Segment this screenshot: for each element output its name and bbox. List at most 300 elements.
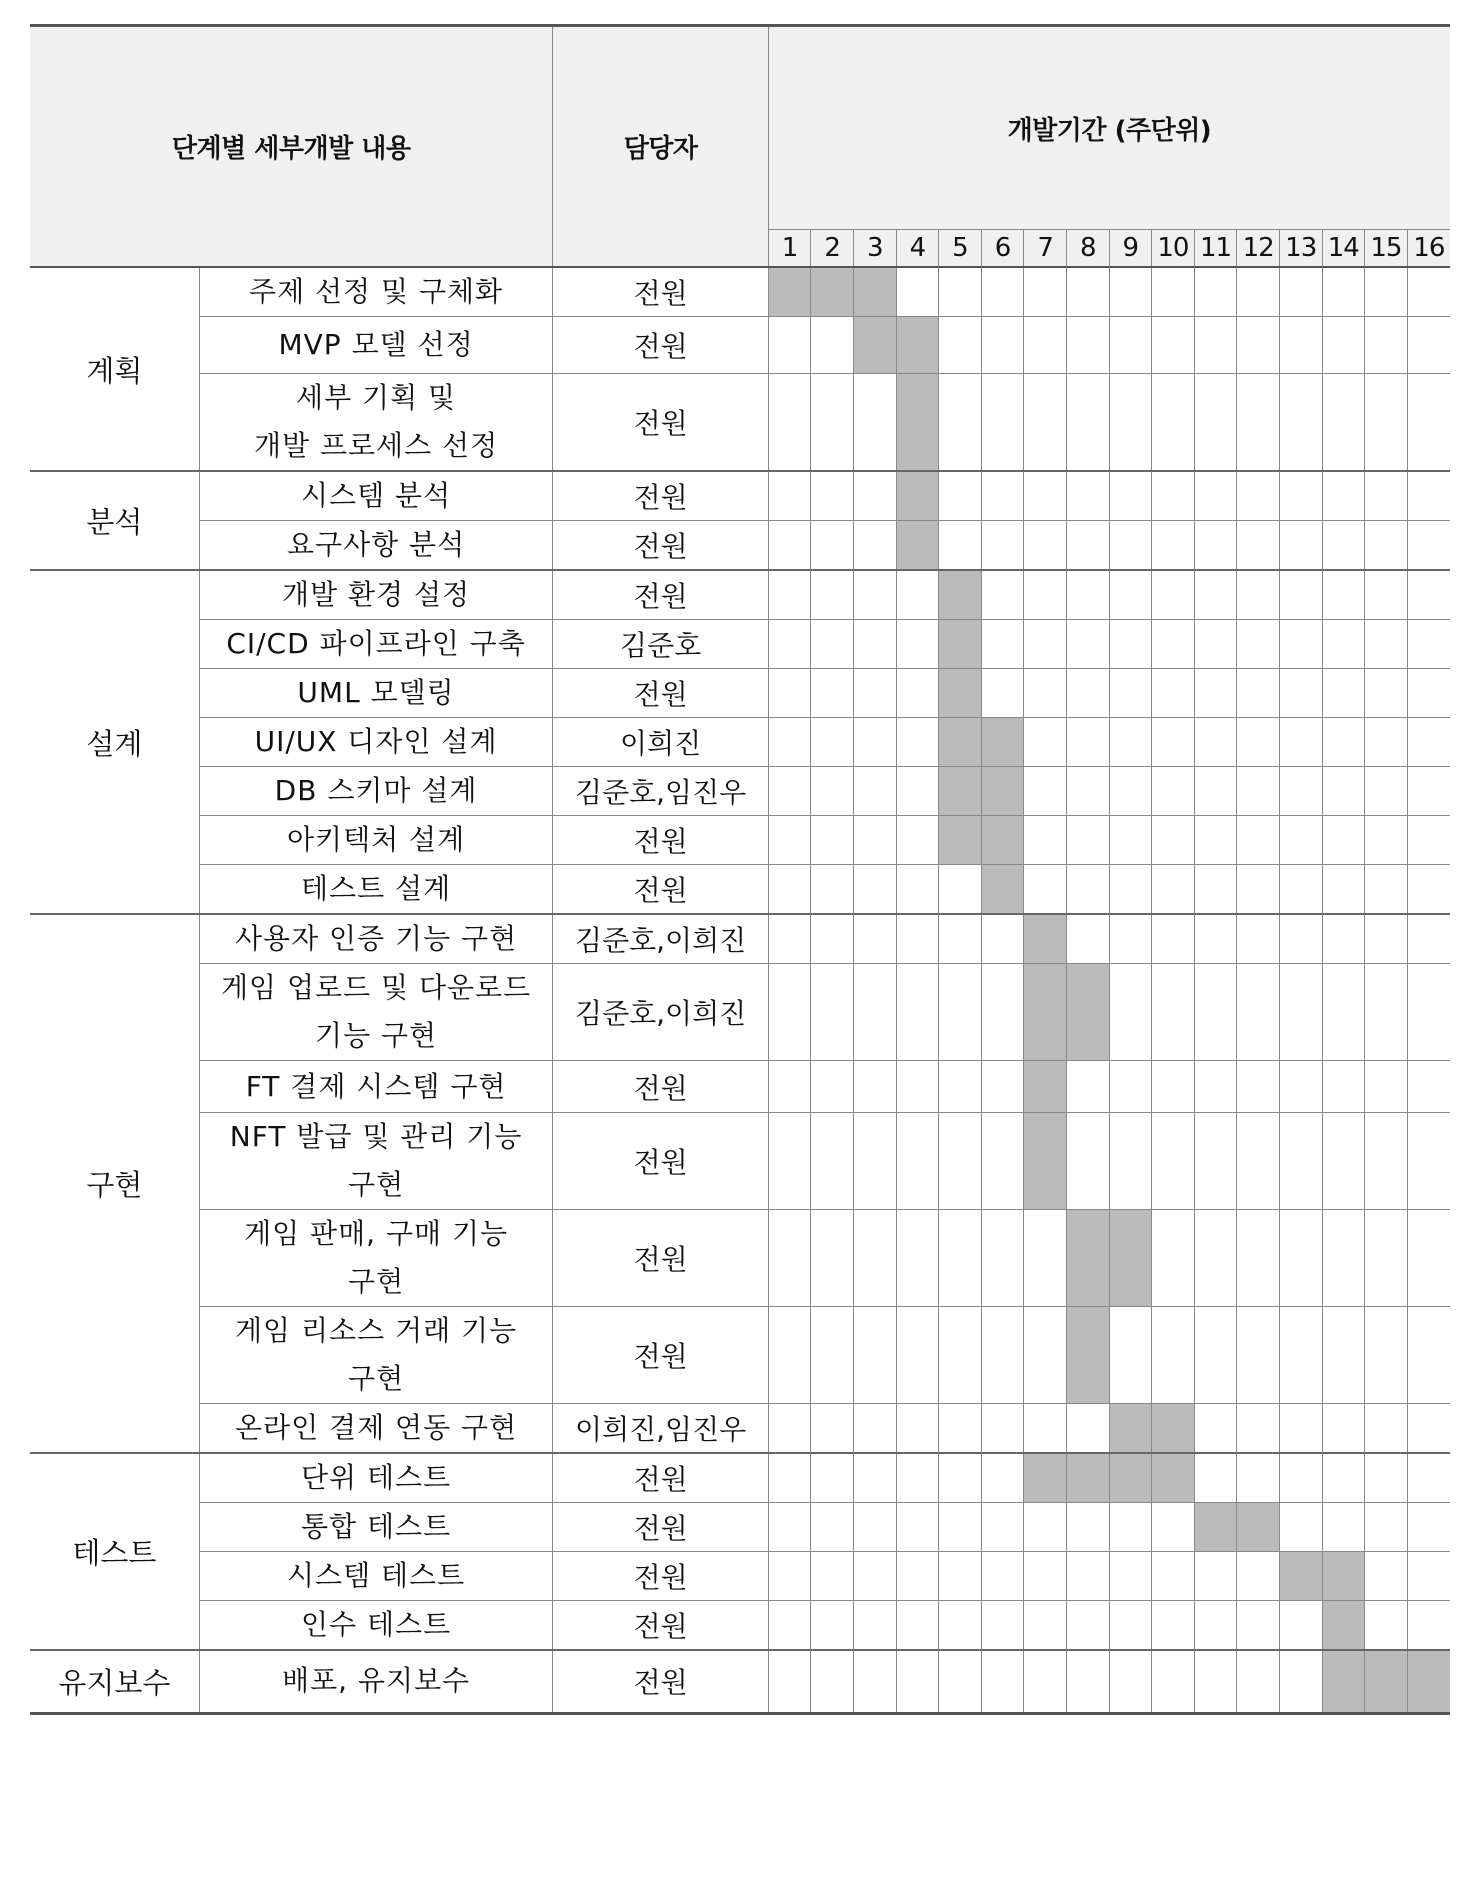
week-cell <box>981 1503 1024 1552</box>
week-cell <box>1066 1650 1109 1713</box>
week-cell <box>811 471 854 521</box>
owner-cell: 전원 <box>553 816 768 865</box>
week-cell <box>1194 570 1237 620</box>
week-cell <box>896 1061 939 1113</box>
week-cell <box>1024 267 1067 317</box>
week-cell <box>1365 964 1408 1061</box>
week-cell <box>1407 865 1450 915</box>
week-cell <box>811 1453 854 1503</box>
week-cell <box>768 317 811 374</box>
week-cell <box>939 865 982 915</box>
week-cell <box>1109 865 1152 915</box>
task-cell: UI/UX 디자인 설계 <box>199 718 553 767</box>
week-cell <box>1194 816 1237 865</box>
week-cell <box>1322 1113 1365 1210</box>
week-cell <box>896 1453 939 1503</box>
task-cell: 통합 테스트 <box>199 1503 553 1552</box>
week-cell-active <box>1109 1453 1152 1503</box>
week-cell-active <box>1066 1307 1109 1404</box>
week-cell <box>1194 374 1237 472</box>
week-cell <box>1024 669 1067 718</box>
week-cell <box>1322 816 1365 865</box>
week-cell <box>896 767 939 816</box>
week-number-header: 5 <box>939 230 982 268</box>
owner-cell: 전원 <box>553 1113 768 1210</box>
week-cell <box>1322 374 1365 472</box>
week-cell-active <box>1109 1210 1152 1307</box>
week-cell-active <box>981 865 1024 915</box>
week-cell <box>1194 317 1237 374</box>
week-cell <box>853 914 896 964</box>
week-cell <box>1024 521 1067 571</box>
week-cell <box>981 1552 1024 1601</box>
week-cell <box>981 521 1024 571</box>
task-cell: 배포, 유지보수 <box>199 1650 553 1713</box>
week-cell <box>853 374 896 472</box>
week-cell <box>1365 914 1408 964</box>
week-cell <box>1365 1404 1408 1454</box>
week-cell <box>1024 767 1067 816</box>
week-cell <box>1322 964 1365 1061</box>
week-cell-active <box>896 374 939 472</box>
week-cell <box>1152 1601 1195 1651</box>
week-cell <box>1279 374 1322 472</box>
week-cell <box>1365 317 1408 374</box>
week-cell <box>1024 1503 1067 1552</box>
week-cell-active <box>939 570 982 620</box>
owner-cell: 전원 <box>553 374 768 472</box>
task-column-header: 단계별 세부개발 내용 <box>30 26 553 268</box>
week-cell <box>896 816 939 865</box>
week-cell <box>1407 1061 1450 1113</box>
week-cell-active <box>1365 1650 1408 1713</box>
owner-cell: 전원 <box>553 1503 768 1552</box>
week-cell <box>1066 816 1109 865</box>
week-cell <box>1322 767 1365 816</box>
week-cell <box>981 267 1024 317</box>
week-cell <box>939 1552 982 1601</box>
week-cell <box>1152 1307 1195 1404</box>
week-cell <box>811 620 854 669</box>
week-cell <box>939 1650 982 1713</box>
week-cell <box>1194 718 1237 767</box>
week-cell <box>1322 1404 1365 1454</box>
week-cell <box>1279 1307 1322 1404</box>
week-cell <box>811 1404 854 1454</box>
week-cell <box>768 816 811 865</box>
week-cell <box>1152 669 1195 718</box>
owner-cell: 전원 <box>553 1210 768 1307</box>
task-cell: 세부 기획 및 개발 프로세스 선정 <box>199 374 553 472</box>
week-cell-active <box>981 816 1024 865</box>
week-cell <box>768 1061 811 1113</box>
week-number-header: 9 <box>1109 230 1152 268</box>
week-cell <box>1237 964 1280 1061</box>
week-cell <box>1024 620 1067 669</box>
week-cell <box>1152 1061 1195 1113</box>
week-cell <box>939 374 982 472</box>
table-row <box>30 1503 1450 1552</box>
week-number-header: 6 <box>981 230 1024 268</box>
week-cell <box>853 570 896 620</box>
task-cell: UML 모델링 <box>199 669 553 718</box>
week-cell <box>1365 865 1408 915</box>
week-cell <box>768 865 811 915</box>
week-cell <box>768 1453 811 1503</box>
week-cell-active <box>1066 1453 1109 1503</box>
week-cell <box>853 1552 896 1601</box>
week-cell <box>1365 816 1408 865</box>
week-cell <box>1279 1650 1322 1713</box>
week-cell-active <box>939 767 982 816</box>
week-cell <box>811 1061 854 1113</box>
week-cell-active <box>896 317 939 374</box>
week-cell <box>1322 1503 1365 1552</box>
week-cell <box>853 865 896 915</box>
week-number-header: 13 <box>1279 230 1322 268</box>
week-cell <box>1407 816 1450 865</box>
week-cell-active <box>1066 964 1109 1061</box>
week-cell <box>1024 317 1067 374</box>
week-cell <box>768 718 811 767</box>
week-cell <box>1237 1210 1280 1307</box>
week-cell <box>853 1061 896 1113</box>
week-cell <box>1322 1453 1365 1503</box>
task-cell: 게임 리소스 거래 기능 구현 <box>199 1307 553 1404</box>
week-cell <box>1237 816 1280 865</box>
week-cell <box>1407 1552 1450 1601</box>
week-cell <box>1152 317 1195 374</box>
table-row <box>30 865 1450 915</box>
week-cell <box>1024 816 1067 865</box>
week-cell <box>1152 521 1195 571</box>
week-cell <box>768 914 811 964</box>
week-cell-active <box>981 767 1024 816</box>
week-cell <box>768 767 811 816</box>
week-cell <box>1407 317 1450 374</box>
owner-cell: 이희진 <box>553 718 768 767</box>
week-cell <box>853 471 896 521</box>
week-cell-active <box>939 718 982 767</box>
owner-cell: 전원 <box>553 1307 768 1404</box>
week-cell <box>1237 865 1280 915</box>
week-cell <box>1066 767 1109 816</box>
week-cell <box>1194 1552 1237 1601</box>
week-cell <box>1066 1061 1109 1113</box>
week-cell <box>811 1650 854 1713</box>
week-cell-active <box>939 816 982 865</box>
task-cell: NFT 발급 및 관리 기능 구현 <box>199 1113 553 1210</box>
week-cell <box>853 620 896 669</box>
owner-cell: 전원 <box>553 570 768 620</box>
week-cell-active <box>1024 1061 1067 1113</box>
week-cell <box>1365 570 1408 620</box>
week-cell-active <box>1024 1453 1067 1503</box>
week-cell <box>1407 767 1450 816</box>
week-cell <box>1322 570 1365 620</box>
week-cell <box>1152 914 1195 964</box>
week-cell <box>1194 1650 1237 1713</box>
week-cell-active <box>1066 1210 1109 1307</box>
week-cell <box>1194 964 1237 1061</box>
week-cell <box>1237 1113 1280 1210</box>
week-cell <box>853 1601 896 1651</box>
week-cell <box>811 816 854 865</box>
week-number-header: 8 <box>1066 230 1109 268</box>
week-cell <box>1407 964 1450 1061</box>
owner-cell: 전원 <box>553 521 768 571</box>
table-row <box>30 374 1450 472</box>
week-cell <box>1279 914 1322 964</box>
week-cell <box>1237 317 1280 374</box>
week-cell <box>1237 1061 1280 1113</box>
week-cell <box>1407 374 1450 472</box>
week-cell <box>1279 620 1322 669</box>
week-cell <box>811 1307 854 1404</box>
week-cell <box>1322 521 1365 571</box>
week-cell <box>1109 317 1152 374</box>
week-cell <box>1152 620 1195 669</box>
week-cell <box>1279 816 1322 865</box>
week-cell-active <box>811 267 854 317</box>
week-cell <box>811 964 854 1061</box>
week-cell <box>1407 1404 1450 1454</box>
table-row <box>30 570 1450 620</box>
week-cell <box>1279 570 1322 620</box>
task-cell: 시스템 분석 <box>199 471 553 521</box>
week-cell <box>1365 620 1408 669</box>
week-cell <box>1407 620 1450 669</box>
week-cell-active <box>1152 1404 1195 1454</box>
table-row <box>30 816 1450 865</box>
week-cell <box>1194 471 1237 521</box>
week-cell <box>1237 914 1280 964</box>
week-cell <box>1152 374 1195 472</box>
week-cell <box>939 1453 982 1503</box>
week-number-header: 3 <box>853 230 896 268</box>
week-cell <box>1407 1113 1450 1210</box>
week-cell <box>1279 1453 1322 1503</box>
gantt-table <box>30 24 1450 1715</box>
week-cell <box>981 669 1024 718</box>
week-cell <box>896 267 939 317</box>
week-cell <box>1109 1552 1152 1601</box>
week-cell <box>811 1503 854 1552</box>
week-cell-active <box>1322 1601 1365 1651</box>
week-cell <box>1279 1113 1322 1210</box>
week-cell <box>1237 620 1280 669</box>
week-cell <box>1194 1453 1237 1503</box>
week-cell-active <box>1152 1453 1195 1503</box>
task-cell: 테스트 설계 <box>199 865 553 915</box>
week-cell <box>811 767 854 816</box>
week-cell <box>939 1113 982 1210</box>
week-cell <box>1066 1552 1109 1601</box>
owner-cell: 전원 <box>553 1650 768 1713</box>
owner-cell: 전원 <box>553 471 768 521</box>
phase-cell: 테스트 <box>30 1453 199 1650</box>
week-cell <box>811 718 854 767</box>
week-cell <box>1365 471 1408 521</box>
week-cell <box>768 1601 811 1651</box>
week-cell <box>1407 669 1450 718</box>
week-cell <box>1152 964 1195 1061</box>
week-cell <box>1194 767 1237 816</box>
week-cell <box>768 521 811 571</box>
week-cell <box>1194 1601 1237 1651</box>
week-cell <box>939 1404 982 1454</box>
week-cell-active <box>1194 1503 1237 1552</box>
week-cell <box>1237 1650 1280 1713</box>
owner-cell: 김준호,이희진 <box>553 914 768 964</box>
week-cell <box>1279 1061 1322 1113</box>
week-cell <box>1365 718 1408 767</box>
week-number-header: 4 <box>896 230 939 268</box>
week-cell <box>1279 471 1322 521</box>
week-cell <box>1066 471 1109 521</box>
week-cell-active <box>1407 1650 1450 1713</box>
week-cell <box>1237 1601 1280 1651</box>
week-cell <box>1365 267 1408 317</box>
week-cell <box>1237 1307 1280 1404</box>
week-cell <box>1109 1503 1152 1552</box>
phase-cell: 설계 <box>30 570 199 914</box>
week-cell <box>1194 1210 1237 1307</box>
week-cell <box>981 1210 1024 1307</box>
week-cell-active <box>896 521 939 571</box>
week-cell <box>853 1650 896 1713</box>
week-number-header: 16 <box>1407 230 1450 268</box>
week-cell <box>1237 718 1280 767</box>
week-cell <box>981 620 1024 669</box>
week-cell <box>1279 1404 1322 1454</box>
table-row <box>30 1113 1450 1210</box>
week-cell <box>1365 374 1408 472</box>
table-row <box>30 1307 1450 1404</box>
week-cell <box>1194 521 1237 571</box>
week-cell <box>811 669 854 718</box>
week-cell-active <box>939 669 982 718</box>
table-row <box>30 1650 1450 1713</box>
week-cell-active <box>1322 1650 1365 1713</box>
week-cell <box>811 1210 854 1307</box>
week-cell <box>811 317 854 374</box>
week-cell <box>896 964 939 1061</box>
week-cell <box>1407 1210 1450 1307</box>
week-cell <box>1407 1307 1450 1404</box>
table-row <box>30 620 1450 669</box>
week-cell <box>1024 570 1067 620</box>
week-cell <box>1194 1113 1237 1210</box>
week-cell <box>1152 471 1195 521</box>
week-cell <box>853 767 896 816</box>
period-column-header: 개발기간 (주단위) <box>768 26 1450 230</box>
week-number-header: 2 <box>811 230 854 268</box>
owner-cell: 이희진,임진우 <box>553 1404 768 1454</box>
week-cell <box>1109 914 1152 964</box>
week-cell <box>1365 669 1408 718</box>
week-cell <box>1322 317 1365 374</box>
week-cell <box>1407 718 1450 767</box>
week-cell <box>1365 1113 1408 1210</box>
week-cell <box>1407 267 1450 317</box>
table-row <box>30 1061 1450 1113</box>
week-cell <box>1109 1650 1152 1713</box>
week-number-header: 1 <box>768 230 811 268</box>
week-cell <box>768 669 811 718</box>
week-cell <box>896 1404 939 1454</box>
task-cell: 단위 테스트 <box>199 1453 553 1503</box>
week-cell <box>896 718 939 767</box>
week-number-header: 14 <box>1322 230 1365 268</box>
week-cell <box>1365 1453 1408 1503</box>
week-cell <box>853 718 896 767</box>
week-cell <box>1322 471 1365 521</box>
week-cell <box>981 317 1024 374</box>
week-cell <box>939 1061 982 1113</box>
week-cell <box>811 521 854 571</box>
week-cell <box>1365 767 1408 816</box>
week-cell-active <box>1109 1404 1152 1454</box>
week-cell <box>1237 471 1280 521</box>
week-cell <box>1066 1503 1109 1552</box>
week-cell <box>811 1113 854 1210</box>
week-cell <box>1194 669 1237 718</box>
week-cell <box>1279 317 1322 374</box>
week-cell <box>1237 1404 1280 1454</box>
week-cell <box>1024 718 1067 767</box>
week-cell <box>1024 865 1067 915</box>
week-cell <box>768 1113 811 1210</box>
week-cell <box>1279 964 1322 1061</box>
week-cell <box>1407 570 1450 620</box>
week-cell <box>939 267 982 317</box>
week-cell <box>896 1650 939 1713</box>
week-cell <box>1237 767 1280 816</box>
week-cell <box>1237 267 1280 317</box>
week-cell <box>853 1307 896 1404</box>
week-cell <box>981 1404 1024 1454</box>
week-cell <box>1109 267 1152 317</box>
week-number-header: 12 <box>1237 230 1280 268</box>
owner-cell: 전원 <box>553 1061 768 1113</box>
owner-cell: 김준호,임진우 <box>553 767 768 816</box>
week-cell <box>1322 669 1365 718</box>
week-cell <box>811 914 854 964</box>
week-number-header: 11 <box>1194 230 1237 268</box>
table-row <box>30 317 1450 374</box>
week-cell <box>939 914 982 964</box>
table-row <box>30 964 1450 1061</box>
week-cell <box>768 1404 811 1454</box>
week-cell <box>1279 1210 1322 1307</box>
week-cell <box>1237 1453 1280 1503</box>
week-cell-active <box>853 317 896 374</box>
owner-cell: 전원 <box>553 267 768 317</box>
week-cell <box>768 620 811 669</box>
week-cell <box>1279 1503 1322 1552</box>
task-cell: 온라인 결제 연동 구현 <box>199 1404 553 1454</box>
week-number-header: 15 <box>1365 230 1408 268</box>
task-cell: FT 결제 시스템 구현 <box>199 1061 553 1113</box>
week-cell <box>1279 521 1322 571</box>
week-cell <box>853 669 896 718</box>
week-cell <box>768 1503 811 1552</box>
week-cell <box>1194 1061 1237 1113</box>
week-cell <box>896 1210 939 1307</box>
week-cell <box>1024 1552 1067 1601</box>
owner-cell: 전원 <box>553 317 768 374</box>
